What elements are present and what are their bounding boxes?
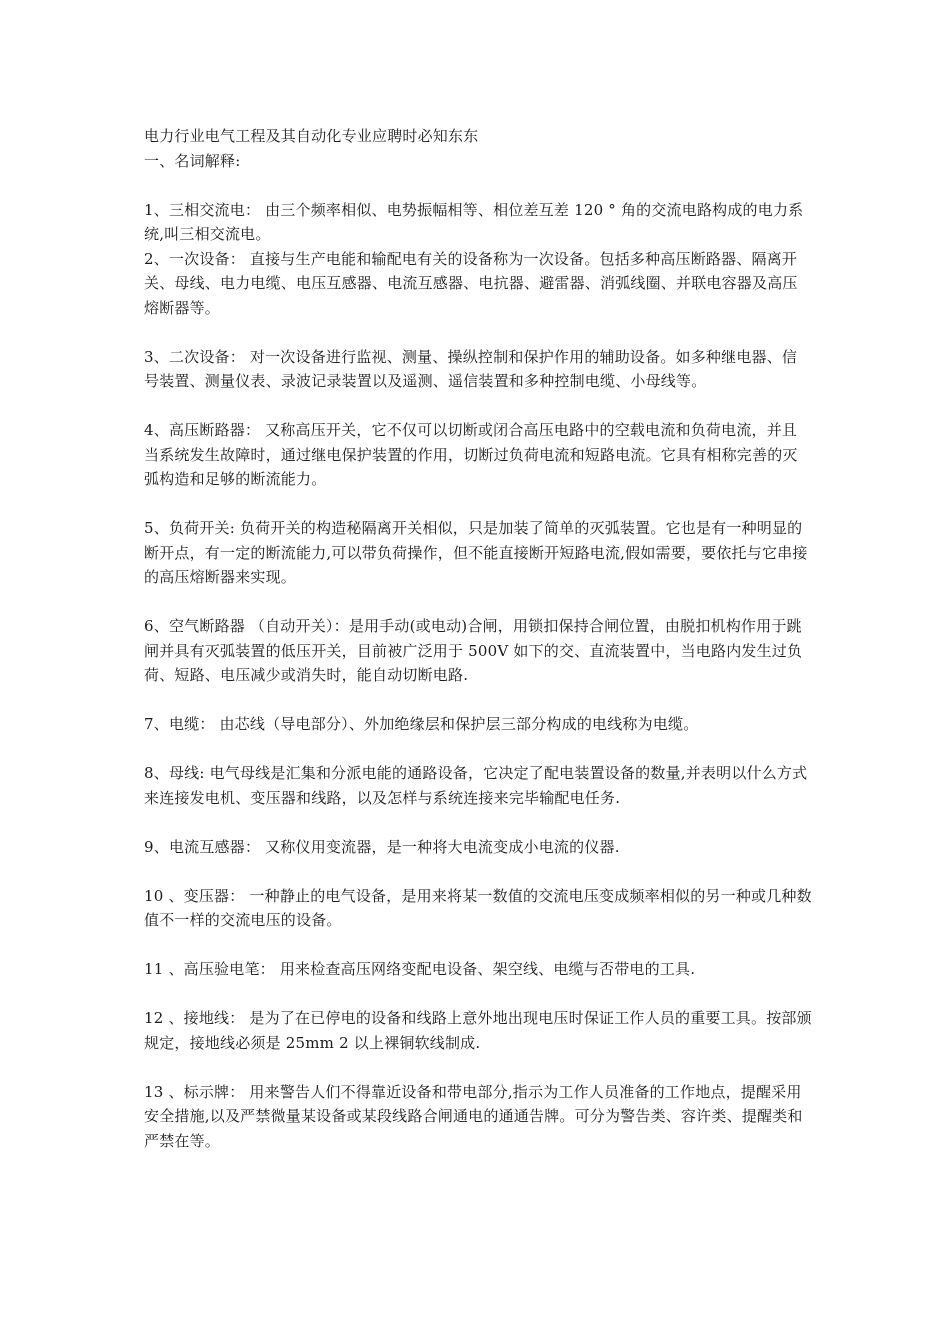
- document-page: [144, 124, 812, 1153]
- definition-entry: 8、母线: 电气母线是汇集和分派电能的通路设备，它决定了配电装置设备的数量,并表明以什么方式来连接发电机、变压器和线路，以及怎样与系统连接来完毕输配电任务.: [144, 764, 808, 807]
- definition-entry: 7、电缆： 由芯线（导电部分）、外加绝缘层和保护层三部分构成的电线称为电缆。: [144, 715, 699, 733]
- spacer: [144, 320, 812, 345]
- definition-entry: 4、高压断路器： 又称高压开关，它不仅可以切断或闭合高压电路中的空载电流和负荷电流，并且当系统发生故障时，通过继电保护装置的作用，切断过负荷电流和短路电流。它具有相称完善的灭弧构造和足够的断流能力。: [144, 421, 798, 488]
- definition-entry: 3、二次设备： 对一次设备进行监视、测量、操纵控制和保护作用的辅助设备。如多种继电器、信号装置、测量仪表、录波记录装置以及遥测、遥信装置和多种控制电缆、小母线等。: [144, 347, 798, 390]
- spacer: [144, 859, 812, 884]
- spacer: [144, 982, 812, 1007]
- spacer: [144, 737, 812, 762]
- definition-entry: 6、空气断路器 （自动开关）：是用手动(或电动)合闸，用锁扣保持合闸位置，由脱扣机构作用于跳闸并具有灭弧装置的低压开关，目前被广泛用于 500V 如下的交、直流装置中，当电路内发生过负荷、短路、电压减少或消失时，能自动切断电路.: [144, 617, 803, 684]
- section-heading: 一、名词解释:: [144, 151, 241, 170]
- spacer: [144, 394, 812, 419]
- definition-entry: 2、一次设备： 直接与生产电能和输配电有关的设备称为一次设备。包括多种高压断路器、隔离开关、母线、电力电缆、电压互感器、电流互感器、电抗器、避雷器、消弧线圈、并联电容器及高压熔断器等。: [144, 249, 798, 317]
- definition-entry: 1、三相交流电： 由三个频率相似、电势振幅相等、相位差互差 120 ° 角的交流电路构成的电力系统,叫三相交流电。: [144, 200, 804, 243]
- document-title: 电力行业电气工程及其自动化专业应聘时必知东东: [144, 127, 479, 145]
- definition-entry: 11 、高压验电笔： 用来检查高压网络变配电设备、架空线、电缆与否带电的工具.: [144, 960, 696, 978]
- definition-entry: 5、负荷开关: 负荷开关的构造秘隔离开关相似，只是加装了简单的灭弧装置。它也是有一种明显的断开点，有一定的断流能力,可以带负荷操作，但不能直接断开短路电流,假如需要，要依托与它串接的高压熔断器来实现。: [144, 519, 808, 586]
- definition-entry: 9、电流互感器： 又称仪用变流器，是一种将大电流变成小电流的仪器.: [144, 837, 620, 856]
- spacer: [144, 933, 812, 958]
- spacer: [144, 810, 812, 835]
- spacer: [144, 492, 812, 517]
- definition-entry: 12 、接地线： 是为了在已停电的设备和线路上意外地出现电压时保证工作人员的重要工具。按部颁规定，接地线必须是 25mm 2 以上裸铜软线制成.: [144, 1009, 812, 1052]
- spacer: [144, 173, 812, 198]
- spacer: [144, 1055, 812, 1080]
- spacer: [144, 688, 812, 713]
- definition-entry: 10 、变压器： 一种静止的电气设备，是用来将某一数值的交流电压变成频率相似的另一种或几种数值不一样的交流电压的设备。: [144, 886, 812, 929]
- definition-entry: 13 、标示牌： 用来警告人们不得靠近设备和带电部分,指示为工作人员准备的工作地点，提醒采用安全措施,以及严禁微量某设备或某段线路合闸通电的通通告牌。可分为警告类、容许类、提醒类和严禁在等。: [144, 1082, 803, 1150]
- spacer: [144, 590, 812, 615]
